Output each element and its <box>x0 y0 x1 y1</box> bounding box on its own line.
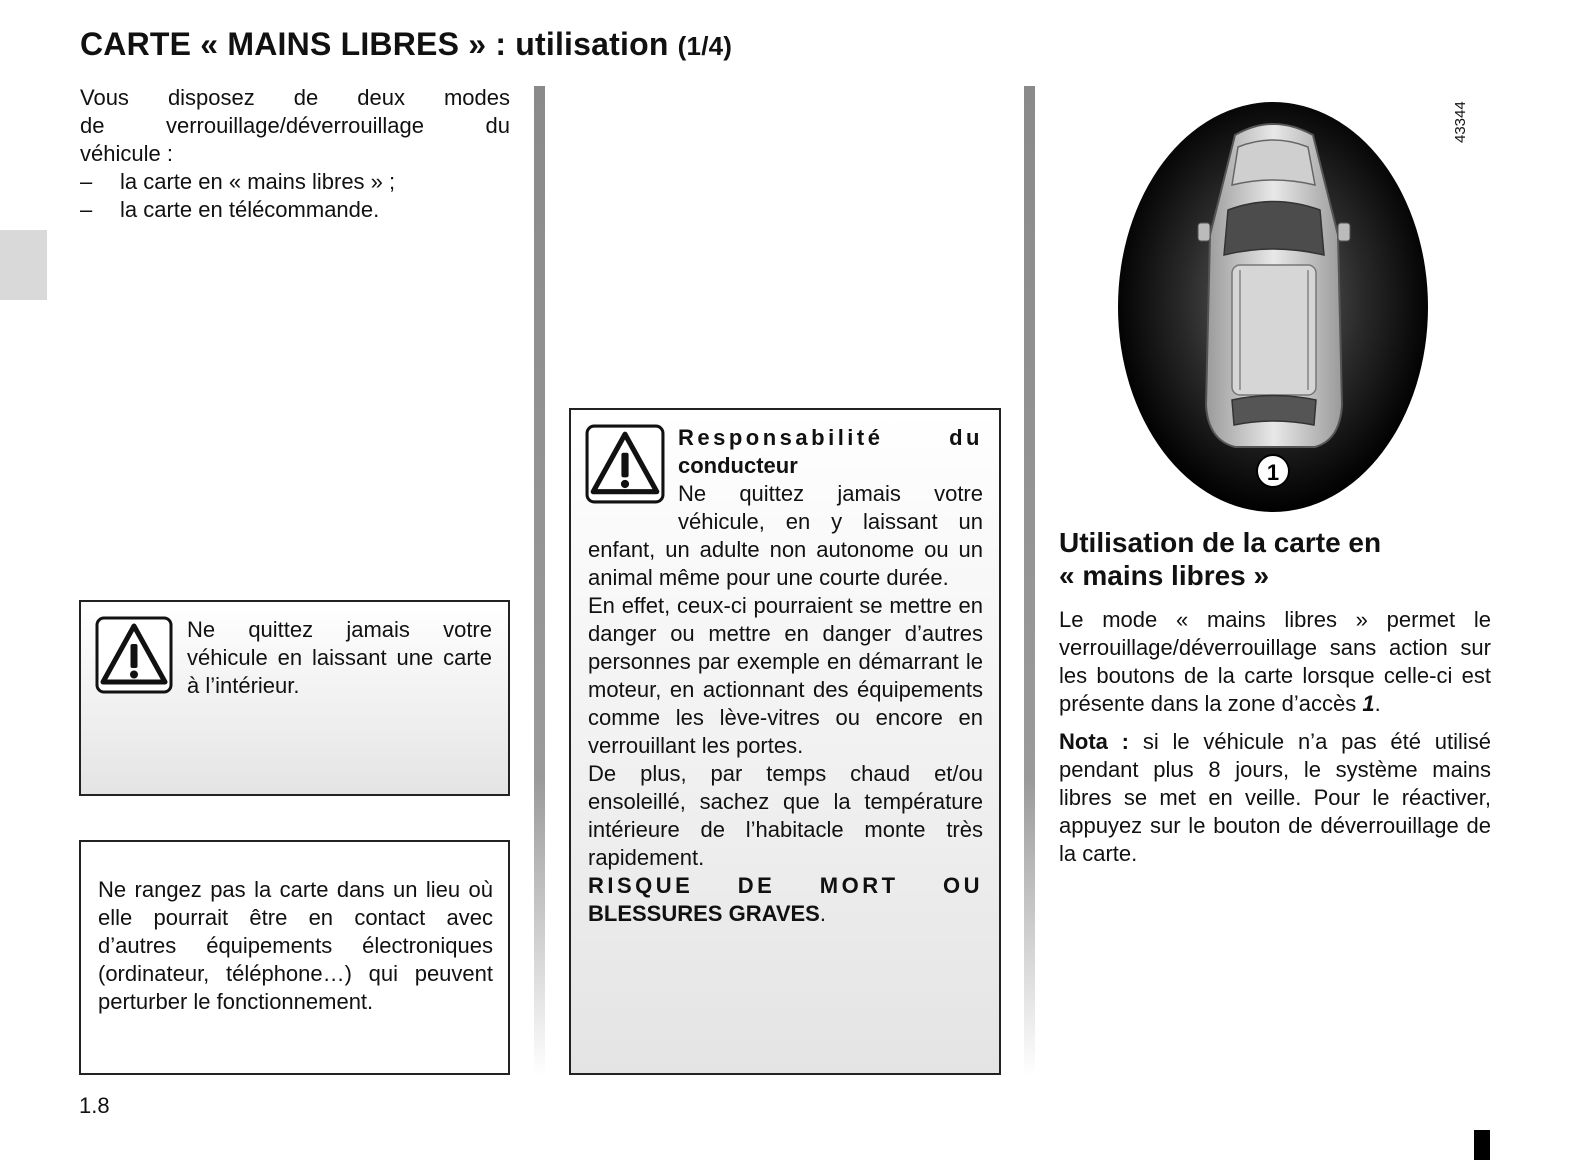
list-item: – la carte en « mains libres » ; <box>80 169 396 194</box>
callout-number: 1 <box>1266 460 1280 485</box>
card-warning-text: Ne quittez jamais votre véhicule en laissant une carte à l’intérieur. <box>187 617 492 698</box>
storage-note-box <box>79 840 510 1075</box>
zone-reference: 1 <box>1362 691 1375 716</box>
nota-text: si le véhicule n’a pas été utilisé pendant plus 8 jours, le système mains libres se met en veille. Pour le réactiver, appuyez sur le bouton de déverrouillage de la carte. <box>1059 729 1492 866</box>
column-divider <box>1024 86 1035 1076</box>
driver-warning-para-2: En effet, ceux-ci pourraient se mettre en danger ou mettre en danger d’autres personnes par exemple en démarrant le moteur, en actionnant des équipements comme les lève-vitres ou encore en verrouillant les portes. <box>588 593 983 758</box>
hands-free-section <box>1059 526 1491 878</box>
page-title-main: CARTE « MAINS LIBRES » : utilisation <box>80 26 669 62</box>
intro-line-3: véhicule : <box>80 141 173 166</box>
driver-warning-para-3: De plus, par temps chaud et/ou ensoleillé, sachez que la température intérieure de l’habitacle monte très rapidement. <box>588 761 983 870</box>
list-item-text: la carte en télécommande. <box>120 197 380 222</box>
list-item: – la carte en télécommande. <box>80 197 380 222</box>
car-top-view-image <box>1110 95 1440 515</box>
driver-warning-para-1: enfant, un adulte non autonome ou un animal même pour une courte durée. <box>588 537 983 590</box>
driver-warning-body <box>588 536 983 928</box>
section-heading: Utilisation de la carte en « mains libres » <box>1059 527 1382 591</box>
driver-warning-risk: RISQUE DE MORT OU BLESSURES GRAVES. <box>588 873 983 926</box>
intro-text <box>80 84 510 224</box>
page-title-part: (1/4) <box>677 31 733 61</box>
section-nota <box>1059 728 1491 868</box>
nota-label: Nota : <box>1059 729 1130 754</box>
driver-warning-intro: Ne quittez jamais votre véhicule, en y laissant un <box>678 481 983 534</box>
driver-warning-box <box>569 408 1001 1075</box>
intro-line-1: Vous disposez de deux modes <box>80 85 510 110</box>
column-divider <box>534 86 545 1076</box>
page-number: 1.8 <box>79 1093 110 1118</box>
card-warning-box <box>79 600 510 796</box>
section-para-1: Le mode « mains libres » permet le verrouillage/déverrouillage sans action sur les boutons de la carte lorsque celle-ci est présente dans la zone d’accès 1. <box>1059 607 1491 716</box>
driver-warning-heading: Responsabilité du conducteur <box>678 425 983 478</box>
intro-line-2: de verrouillage/déverrouillage du <box>80 113 510 138</box>
page-title <box>80 26 732 63</box>
list-item-text: la carte en « mains libres » ; <box>120 169 396 194</box>
chapter-tab <box>0 230 47 300</box>
warning-triangle-icon <box>585 424 665 504</box>
warning-triangle-icon <box>95 616 173 694</box>
access-zone-figure <box>1110 95 1440 515</box>
figure-code: 43344 <box>1452 101 1469 143</box>
storage-note-text: Ne rangez pas la carte dans un lieu où elle pourrait être en contact avec d’autres équipements électroniques (ordinateur, téléphone…) qui peuvent perturber le fonctionnement. <box>98 877 493 1014</box>
page-corner-mark <box>1474 1130 1490 1160</box>
